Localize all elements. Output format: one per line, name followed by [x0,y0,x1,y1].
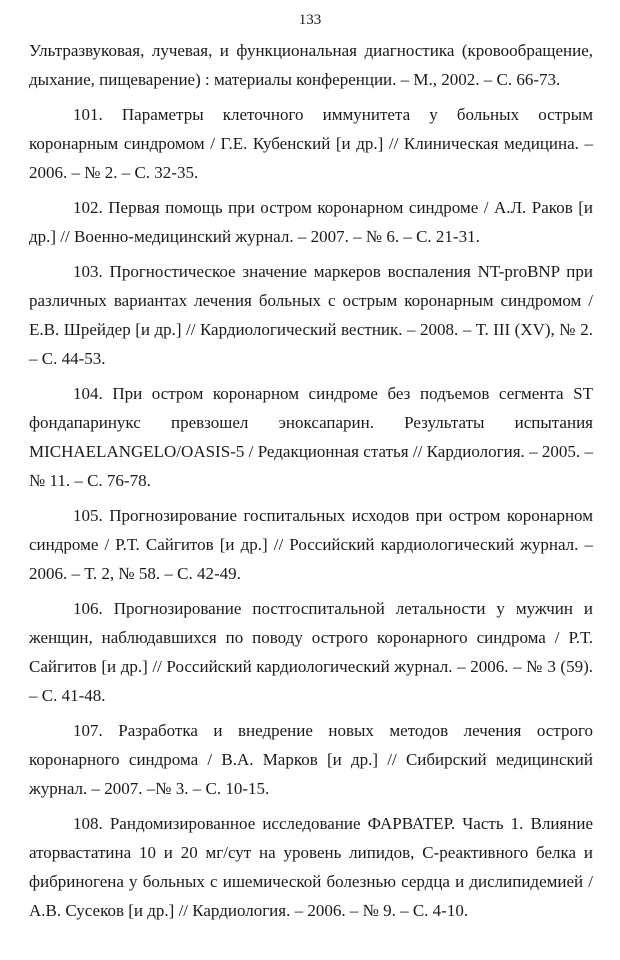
reference-item-104: 104. При остром коронарном синдроме без подъемов сегмента ST фондапаринукс превзошел эноксапарин. Результаты испытания MICHAELANGELO/OASIS-5 / Редакционная статья // Кардиология. – 2005. – № 11. – С. 76-78. [29,384,593,490]
reference-item-105: 105. Прогнозирование госпитальных исходов при остром коронарном синдроме / Р.Т. Сайгитов [и др.] // Российский кардиологический журнал. – 2006. – Т. 2, № 58. – С. 42-49. [29,506,593,583]
reference-item-101: 101. Параметры клеточного иммунитета у больных острым коронарным синдромом / Г.Е. Кубенский [и др.] // Клиническая медицина. – 2006. – № 2. – С. 32-35. [29,105,593,182]
reference-item-107: 107. Разработка и внедрение новых методов лечения острого коронарного синдрома / В.А. Марков [и др.] // Сибирский медицинский журнал. – 2007. –№ 3. – С. 10-15. [29,721,593,798]
reference-list [29,36,593,931]
page-number: 133 [298,12,322,28]
reference-continuation: Ультразвуковая, лучевая, и функциональная диагностика (кровообращение, дыхание, пищеварение) : материалы конференции. – М., 2002. – С. 66-73. [29,41,593,89]
reference-item-102: 102. Первая помощь при остром коронарном синдроме / А.Л. Раков [и др.] // Военно-медицинский журнал. – 2007. – № 6. – С. 21-31. [29,198,593,246]
reference-item-108: 108. Рандомизированное исследование ФАРВАТЕР. Часть 1. Влияние аторвастатина 10 и 20 мг/сут на уровень липидов, С-реактивного белка и фибриногена у больных с ишемической болезнью сердца и дислипидемией / А.В. Сусеков [и др.] // Кардиология. – 2006. – № 9. – С. 4-10. [29,814,593,920]
reference-item-103: 103. Прогностическое значение маркеров воспаления NT-proBNP при различных вариантах лечения больных с острым коронарным синдромом / Е.В. Шрейдер [и др.] // Кардиологический вестник. – 2008. – Т. III (XV), № 2. – С. 44-53. [29,262,593,368]
reference-item-106: 106. Прогнозирование постгоспитальной летальности у мужчин и женщин, наблюдавшихся по поводу острого коронарного синдрома / Р.Т. Сайгитов [и др.] // Российский кардиологический журнал. – 2006. – № 3 (59). – С. 41-48. [29,599,593,705]
